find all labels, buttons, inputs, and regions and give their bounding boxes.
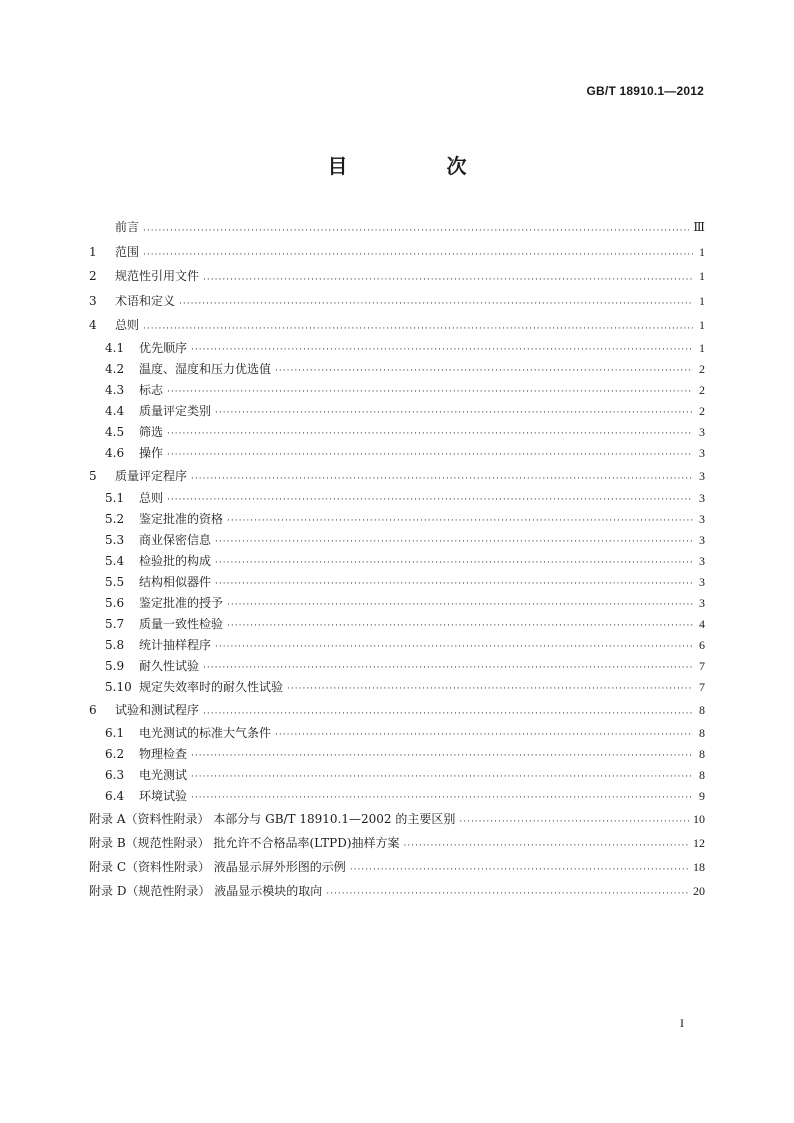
toc-entry[interactable]: [89, 215, 705, 240]
toc-entry-page: 2: [699, 382, 705, 397]
toc-entry-page: 3: [699, 424, 705, 439]
toc-leader-dots: [275, 362, 693, 380]
toc-appendix-entry[interactable]: [89, 855, 705, 879]
toc-entry-page: 3: [699, 445, 705, 460]
page-title-text: 目 次: [327, 154, 513, 178]
toc-entry-label: 检验批的构成: [139, 554, 212, 568]
toc-leader-dots: [404, 837, 689, 855]
toc-entry-page: 20: [693, 883, 705, 898]
toc-entry[interactable]: [89, 677, 705, 698]
toc-entry[interactable]: [89, 338, 705, 359]
toc-entry-number: 4.5: [105, 424, 125, 439]
toc-entry-page: 6: [699, 638, 705, 652]
toc-entry-label: 筛选: [139, 424, 164, 439]
toc-entry-number: 6: [89, 703, 97, 717]
toc-entry-label: 附录 B（规范性附录） 批允许不合格品率(LTPD)抽样方案: [89, 835, 400, 850]
toc-entry-page: 9: [699, 788, 705, 803]
toc-leader-dots: [191, 341, 693, 359]
toc-entry-number: 3: [89, 293, 97, 308]
toc-entry-label: 统计抽样程序: [139, 638, 212, 652]
toc-entry-page: 3: [699, 554, 705, 568]
toc-entry-label: 商业保密信息: [139, 533, 212, 547]
toc-entry-number: 5.6: [105, 596, 125, 610]
toc-leader-dots: [203, 705, 693, 723]
toc-entry[interactable]: [89, 572, 705, 593]
toc-entry-page: 3: [699, 491, 705, 505]
toc-entry-number: 6.3: [105, 767, 125, 782]
toc-entry-page: 3: [699, 512, 705, 526]
toc-entry-label: 环境试验: [139, 788, 188, 803]
toc-entry[interactable]: [89, 786, 705, 807]
toc-entry[interactable]: [89, 401, 705, 422]
toc-leader-dots: [227, 617, 693, 635]
toc-entry-label: 术语和定义: [115, 293, 176, 308]
toc-entry-page: 3: [699, 596, 705, 610]
toc-entry-number: 5.3: [105, 533, 125, 547]
toc-entry-page: 1: [699, 269, 705, 283]
toc-entry[interactable]: [89, 614, 705, 635]
toc-entry-number: 5.8: [105, 638, 125, 652]
toc-leader-dots: [215, 554, 693, 572]
toc-entry-page: 3: [699, 575, 705, 589]
toc-leader-dots: [167, 425, 693, 443]
toc-entry-label: 优先顺序: [139, 340, 188, 355]
toc-entry[interactable]: [89, 264, 705, 289]
toc-leader-dots: [191, 768, 693, 786]
toc-entry[interactable]: [89, 744, 705, 765]
toc-entry-label: 物理检查: [139, 746, 188, 761]
toc-entry-label: 温度、湿度和压力优选值: [139, 361, 272, 376]
toc-entry-page: 8: [699, 746, 705, 761]
toc-entry-number: 5.2: [105, 512, 125, 526]
toc-entry[interactable]: [89, 530, 705, 551]
toc-entry-page: 1: [699, 318, 705, 332]
toc-entry-label: 范围: [115, 244, 140, 259]
toc-entry-label: 电光测试: [139, 767, 188, 782]
toc-leader-dots: [227, 512, 693, 530]
toc-entry-page: Ⅲ: [693, 220, 705, 234]
toc-leader-dots: [191, 789, 693, 807]
toc-entry-page: 12: [693, 835, 705, 850]
toc-leader-dots: [459, 813, 689, 831]
toc-entry-page: 7: [699, 680, 705, 694]
toc-leader-dots: [215, 533, 693, 551]
toc-entry-page: 1: [699, 244, 705, 259]
toc-leader-dots: [143, 320, 693, 338]
toc-entry-label: 操作: [139, 445, 164, 460]
table-of-contents: [89, 215, 705, 903]
toc-entry[interactable]: [89, 313, 705, 338]
toc-entry-number: 6.1: [105, 725, 125, 740]
toc-entry-label: 规定失效率时的耐久性试验: [139, 680, 284, 694]
toc-entry-number: 5: [89, 468, 97, 483]
toc-entry-label: 耐久性试验: [139, 659, 200, 673]
toc-appendix-entry[interactable]: [89, 879, 705, 903]
toc-entry-label: 附录 D（规范性附录） 液晶显示模块的取向: [89, 883, 323, 898]
toc-entry[interactable]: [89, 380, 705, 401]
toc-leader-dots: [167, 383, 693, 401]
toc-leader-dots: [287, 680, 693, 698]
toc-leader-dots: [167, 491, 693, 509]
toc-entry-number: 5.5: [105, 575, 125, 589]
toc-entry-number: 4.1: [105, 340, 125, 355]
toc-entry[interactable]: [89, 509, 705, 530]
toc-leader-dots: [203, 659, 693, 677]
toc-entry-number: 5.7: [105, 617, 125, 631]
toc-entry[interactable]: [89, 359, 705, 380]
toc-entry-label: 标志: [139, 382, 164, 397]
toc-entry-label: 质量评定程序: [115, 468, 188, 483]
toc-entry-label: 总则: [139, 491, 164, 505]
toc-entry[interactable]: [89, 635, 705, 656]
toc-entry-number: 4.6: [105, 445, 125, 460]
toc-entry-number: 5.9: [105, 659, 125, 673]
toc-entry-label: 总则: [115, 318, 140, 332]
toc-entry[interactable]: [89, 464, 705, 489]
toc-entry-label: 附录 A（资料性附录） 本部分与 GB/T 18910.1—2002 的主要区别: [89, 811, 456, 826]
toc-entry-label: 结构相似器件: [139, 575, 212, 589]
toc-entry[interactable]: [89, 551, 705, 572]
toc-leader-dots: [275, 726, 693, 744]
toc-entry-page: 3: [699, 533, 705, 547]
toc-entry-number: 4: [89, 318, 97, 332]
toc-entry-number: 4.4: [105, 403, 125, 418]
toc-leader-dots: [179, 295, 693, 313]
toc-entry-number: 5.4: [105, 554, 125, 568]
toc-appendix-entry[interactable]: [89, 807, 705, 831]
toc-entry[interactable]: [89, 765, 705, 786]
toc-entry-number: 4.3: [105, 382, 125, 397]
toc-leader-dots: [143, 222, 689, 240]
toc-entry-page: 1: [699, 340, 705, 355]
standard-number: GB/T 18910.1—2012: [586, 84, 704, 98]
toc-entry-label: 质量评定类别: [139, 403, 212, 418]
toc-entry-number: 1: [89, 244, 97, 259]
toc-entry-page: 2: [699, 403, 705, 418]
toc-entry[interactable]: [89, 443, 705, 464]
toc-leader-dots: [215, 404, 693, 422]
toc-entry-number: 5.1: [105, 491, 125, 505]
toc-entry-number: 6.2: [105, 746, 125, 761]
toc-entry-page: 2: [699, 361, 705, 376]
toc-leader-dots: [326, 885, 689, 903]
toc-entry-number: 6.4: [105, 788, 125, 803]
toc-entry-number: 2: [89, 269, 97, 283]
toc-entry-label: 鉴定批准的资格: [139, 512, 224, 526]
page-number: I: [680, 1016, 684, 1030]
toc-leader-dots: [350, 861, 689, 879]
toc-leader-dots: [215, 575, 693, 593]
page-title: [0, 150, 794, 179]
toc-entry[interactable]: [89, 656, 705, 677]
toc-entry-number: 5.10: [105, 680, 132, 694]
toc-entry-page: 8: [699, 725, 705, 740]
toc-leader-dots: [167, 446, 693, 464]
toc-entry[interactable]: [89, 698, 705, 723]
toc-entry-page: 8: [699, 767, 705, 782]
toc-entry-label: 质量一致性检验: [139, 617, 224, 631]
toc-entry-page: 8: [699, 703, 705, 717]
toc-entry-page: 7: [699, 659, 705, 673]
toc-entry[interactable]: [89, 723, 705, 744]
toc-entry-number: 4.2: [105, 361, 125, 376]
toc-appendix-entry[interactable]: [89, 831, 705, 855]
toc-entry-label: 附录 C（资料性附录） 液晶显示屏外形图的示例: [89, 859, 346, 874]
toc-entry-page: 1: [699, 293, 705, 308]
toc-leader-dots: [203, 271, 693, 289]
toc-entry-label: 试验和测试程序: [115, 703, 200, 717]
toc-entry[interactable]: [89, 240, 705, 265]
toc-leader-dots: [215, 638, 693, 656]
toc-entry-page: 10: [693, 811, 705, 826]
toc-entry-page: 3: [699, 468, 705, 483]
toc-entry[interactable]: [89, 488, 705, 509]
toc-entry[interactable]: [89, 289, 705, 314]
toc-entry[interactable]: [89, 422, 705, 443]
toc-entry-label: 电光测试的标准大气条件: [139, 725, 272, 740]
toc-leader-dots: [143, 246, 693, 264]
toc-leader-dots: [191, 470, 693, 488]
toc-entry-label: 鉴定批准的授予: [139, 596, 224, 610]
toc-entry-label: 前言: [115, 220, 140, 234]
toc-leader-dots: [227, 596, 693, 614]
toc-entry-label: 规范性引用文件: [115, 269, 200, 283]
toc-leader-dots: [191, 747, 693, 765]
toc-entry[interactable]: [89, 593, 705, 614]
toc-entry-page: 18: [693, 859, 705, 874]
toc-entry-page: 4: [699, 617, 705, 631]
